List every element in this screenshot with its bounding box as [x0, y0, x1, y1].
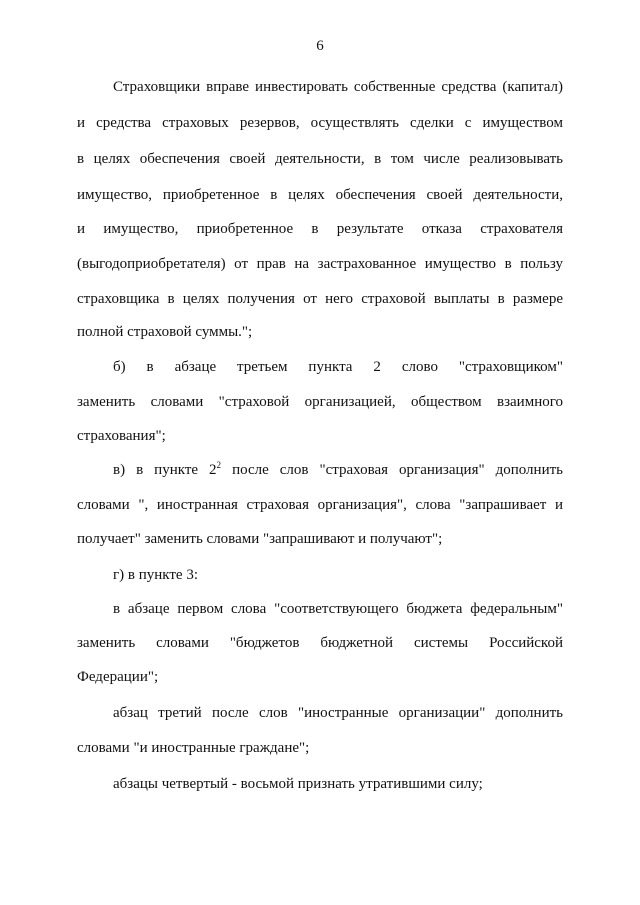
text-line: г) в пункте 3:	[113, 567, 199, 583]
text-line: словами "и иностранные граждане";	[77, 740, 310, 756]
text-line: Страховщики вправе инвестировать собственные средства (капитал)	[113, 79, 563, 95]
text-line: заменить словами "страховой организацией, обществом взаимного	[77, 394, 563, 410]
text-line: получает" заменить словами "запрашивают и получают";	[77, 531, 443, 547]
text-line: Федерации";	[77, 669, 159, 685]
text-line: абзацы четвертый - восьмой признать утратившими силу;	[113, 776, 483, 792]
line-segment: в) в пункте 2	[113, 462, 217, 478]
text-line: абзац третий после слов "иностранные организации" дополнить	[113, 705, 563, 721]
text-line: в абзаце первом слова "соответствующего бюджета федеральным"	[113, 601, 563, 617]
text-line: страховщика в целях получения от него страховой выплаты в размере	[77, 291, 563, 307]
page-number: 6	[316, 38, 324, 54]
text-line: заменить словами "бюджетов бюджетной системы Российской	[77, 635, 563, 651]
text-line: и имущество, приобретенное в результате отказа страхователя	[77, 221, 563, 237]
text-line: в целях обеспечения своей деятельности, в том числе реализовывать	[77, 151, 563, 167]
text-line: страхования";	[77, 428, 166, 444]
text-line: б) в абзаце третьем пункта 2 слово "страховщиком"	[113, 359, 563, 375]
line-segment: после слов "страховая организация" дополнить	[232, 462, 563, 478]
text-line: (выгодоприобретателя) от прав на застрахованное имущество в пользу	[77, 256, 563, 272]
text-line: и средства страховых резервов, осуществлять сделки с имуществом	[77, 115, 563, 131]
superscript: 2	[216, 460, 222, 470]
text-line: словами ", иностранная страховая организация", слова "запрашивает и	[77, 497, 563, 513]
text-line: полной страховой суммы.";	[77, 324, 253, 340]
text-line: имущество, приобретенное в целях обеспечения своей деятельности,	[77, 187, 563, 203]
text-line-with-superscript	[113, 461, 563, 479]
